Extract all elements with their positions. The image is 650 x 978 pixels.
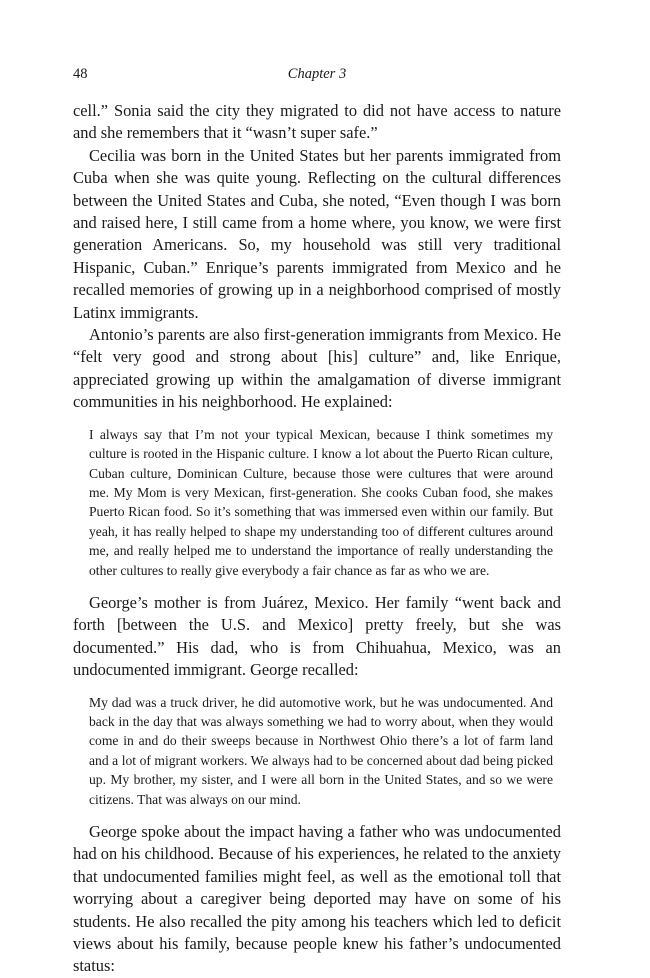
page-body [73, 100, 561, 414]
paragraph-george-mother: George’s mother is from Juárez, Mexico. Her family “went back and forth [between the U.S. and Mexico] pretty freely, but she was documented.” His dad, who is from Chihuahua, Mexico, was an undocumented immigrant. George recalled: [73, 592, 561, 680]
page-header [73, 66, 561, 88]
page-body-3 [73, 821, 561, 978]
block-quote-george: My dad was a truck driver, he did automotive work, but he was undocumented. And back in the day that was always something we had to worry about, when they would come in and do their sweeps because in Northwest Ohio there’s a lot of farm land and a lot of migrant workers. We always had to be concerned about dad being picked up. My brother, my sister, and I were all born in the United States, and so we were citizens. That was always on our mind. [89, 694, 553, 807]
paragraph-antonio: Antonio’s parents are also first-generation immigrants from Mexico. He “felt very good and strong about [his] culture” and, like Enrique, appreciated growing up within the amalgamation of diverse immigrant communities in his neighborhood. He explained: [73, 325, 562, 412]
book-page [73, 66, 561, 978]
block-quote-antonio: I always say that I’m not your typical Mexican, because I think sometimes my culture is rooted in the Hispanic culture. I know a lot about the Puerto Rican culture, Cuban culture, Dominican Culture, because those were cultures that were around me. My Mom is very Mexican, first-generation. She cooks Cuban food, she makes Puerto Rican food. So it’s something that was immersed even within our family. But yeah, it has really helped to shape my understanding too of different cultures around me, and really helped me to understand the importance of really understanding the other cultures to really give everybody a fair chance as far as who we are. [89, 426, 553, 578]
paragraph-continuation: cell.” Sonia said the city they migrated to did not have access to nature and she remembers that it “wasn’t super safe.” [73, 101, 561, 143]
paragraph-cecilia: Cecilia was born in the United States but her parents immigrated from Cuba when she was quite young. Reflecting on the cultural differences between the United States and Cuba, she noted, “Even though I was born and raised here, I still came from a home where, you know, we were first generation Americans. So, my household was still very traditional Hispanic, Cuban.” Enrique’s parents immigrated from Mexico and he recalled memories of growing up in a neighborhood comprised of mostly Latinx immigrants. [73, 145, 561, 322]
running-head: Chapter 3 [287, 66, 347, 82]
page-number: 48 [73, 66, 88, 82]
paragraph-george-impact: George spoke about the impact having a father who was undocumented had on his childhood. Because of his experiences, he related to the anxiety that undocumented families might feel, as well as the emotional toll that worrying about a caregiver being deported may have on some of his students. He also recalled the pity among his teachers which led to deficit views about his family, because people knew his father’s undocumented status: [73, 822, 561, 976]
page-body-2 [73, 592, 561, 682]
